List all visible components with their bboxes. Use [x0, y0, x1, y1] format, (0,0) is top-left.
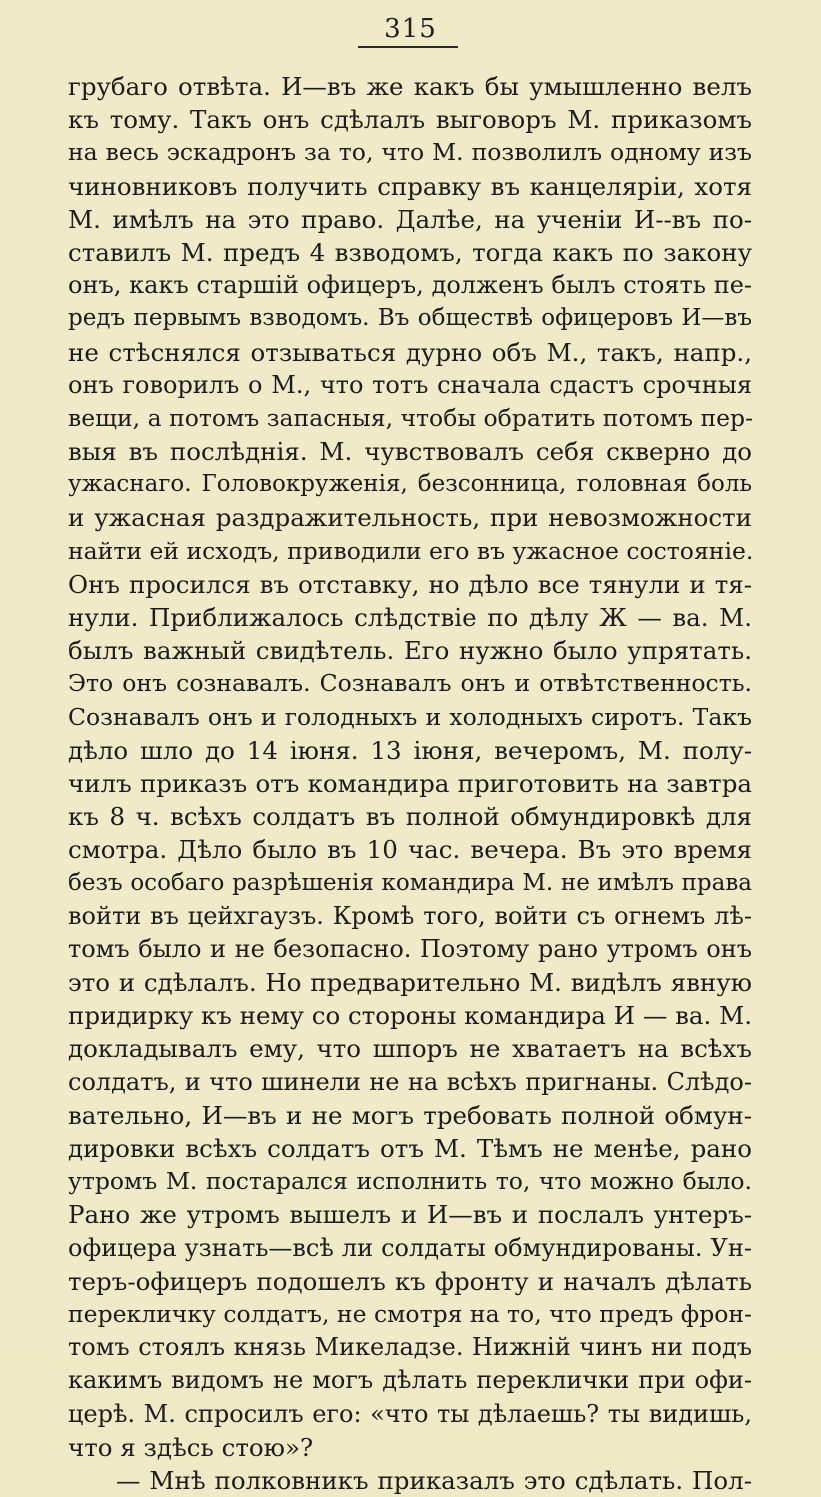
- page-number: 315: [384, 14, 437, 44]
- paragraph-end-line: что я здѣсь стою»?: [68, 1432, 314, 1462]
- text-line: выя въ послѣднія. М. чувствовалъ себя скверно до: [68, 437, 752, 467]
- text-line: и ужасная раздражительность, при невозможности: [68, 503, 752, 533]
- text-line: нули. Приближалось слѣдствіе по дѣлу Ж — ва. М.: [68, 603, 752, 632]
- text-line: ужаснаго. Головокруженія, безсонница, головная боль: [68, 471, 752, 498]
- text-line: перекличку солдатъ, не смотря на то, что предъ фрон-: [68, 1299, 752, 1328]
- text-line: это и сдѣлалъ. Но предварительно М. видѣлъ явную: [68, 968, 752, 998]
- text-line: вещи, а потомъ запасныя, чтобы обратить потомъ пер-: [68, 403, 754, 432]
- text-line: солдатъ, и что шинели не на всѣхъ пригнаны. Слѣдо-: [68, 1067, 752, 1096]
- text-line: какимъ видомъ не могъ дѣлать переклички при офи-: [68, 1366, 752, 1395]
- text-line: офицера узнать—всѣ ли солдаты обмундированы. Ун-: [68, 1233, 752, 1262]
- text-line: М. имѣлъ на это право. Далѣе, на ученіи И--въ по-: [68, 204, 752, 234]
- text-line: дѣло шло до 14 іюня. 13 іюня, вечеромъ, М. полу-: [68, 735, 752, 765]
- text-line: дировки всѣхъ солдатъ отъ М. Тѣмъ не менѣе, рано: [68, 1134, 752, 1163]
- text-line: редъ первымъ взводомъ. Въ обществѣ офицеровъ И—въ: [68, 305, 752, 332]
- page-number-rule: [358, 46, 458, 48]
- text-line: грубаго отвѣта. И—въ же какъ бы умышленно велъ: [68, 72, 752, 101]
- text-line: церѣ. М. спросилъ его: «что ты дѣлаешь? ты видишь,: [68, 1399, 752, 1428]
- text-line: чилъ приказъ отъ командира приготовить на завтра: [68, 768, 752, 798]
- text-line: на весь эскадронъ за то, что М. позволилъ одному изъ: [68, 138, 752, 167]
- text-line: найти ей исходъ, приводили его въ ужасное состояніе.: [68, 536, 754, 565]
- text-line: томъ было и не безопасно. Поэтому рано утромъ онъ: [68, 934, 752, 963]
- text-line: докладывалъ ему, что шпоръ не хватаетъ на всѣхъ: [68, 1034, 752, 1064]
- text-line: смотра. Дѣло было въ 10 час. вечера. Въ это время: [68, 835, 752, 865]
- text-line: войти въ цейхгаузъ. Кромѣ того, войти съ огнемъ лѣ-: [68, 901, 752, 930]
- dialogue-line: — Мнѣ полковникъ приказалъ это сдѣлать. Пол-: [116, 1465, 752, 1495]
- text-line: безъ особаго разрѣшенія командира М. не имѣлъ права: [68, 869, 752, 896]
- text-line: теръ-офицеръ подошелъ къ фронту и началъ дѣлать: [68, 1266, 752, 1296]
- text-line: онъ говорилъ о М., что тотъ сначала сдастъ срочныя: [68, 370, 752, 399]
- text-line: утромъ М. постарался исполнить то, что можно было.: [68, 1167, 752, 1196]
- text-line: ставилъ М. предъ 4 взводомъ, тогда какъ по закону: [68, 237, 752, 267]
- text-line: къ 8 ч. всѣхъ солдатъ въ полной обмундировкѣ для: [68, 802, 752, 832]
- text-line: вательно, И—въ и не могъ требовать полной обмун-: [68, 1100, 752, 1130]
- text-line: не стѣснялся отзываться дурно объ М., такъ, напр.,: [68, 337, 752, 367]
- text-line: томъ стоялъ князь Микеладзе. Нижній чинъ ни подъ: [68, 1333, 752, 1362]
- text-line: Это онъ сознавалъ. Сознавалъ онъ и отвѣтственность.: [68, 669, 752, 698]
- text-line: Рано же утромъ вышелъ и И—въ и послалъ унтеръ-: [68, 1200, 752, 1230]
- text-line: онъ, какъ старшій офицеръ, долженъ былъ стоять пе-: [68, 271, 752, 300]
- text-line: чиновниковъ получить справку въ канцеляріи, хотя: [68, 171, 752, 201]
- text-line: Онъ просился въ отставку, но дѣло все тянули и тя-: [68, 569, 752, 599]
- text-line: придирку къ нему со стороны командира И — ва. М.: [68, 1001, 752, 1031]
- text-line: къ тому. Такъ онъ сдѣлалъ выговоръ М. приказомъ: [68, 105, 752, 135]
- text-line: былъ важный свидѣтель. Его нужно было упрятать.: [68, 636, 752, 666]
- body-text: [68, 70, 752, 1497]
- text-line: Сознавалъ онъ и голодныхъ и холодныхъ сиротъ. Такъ: [68, 702, 752, 731]
